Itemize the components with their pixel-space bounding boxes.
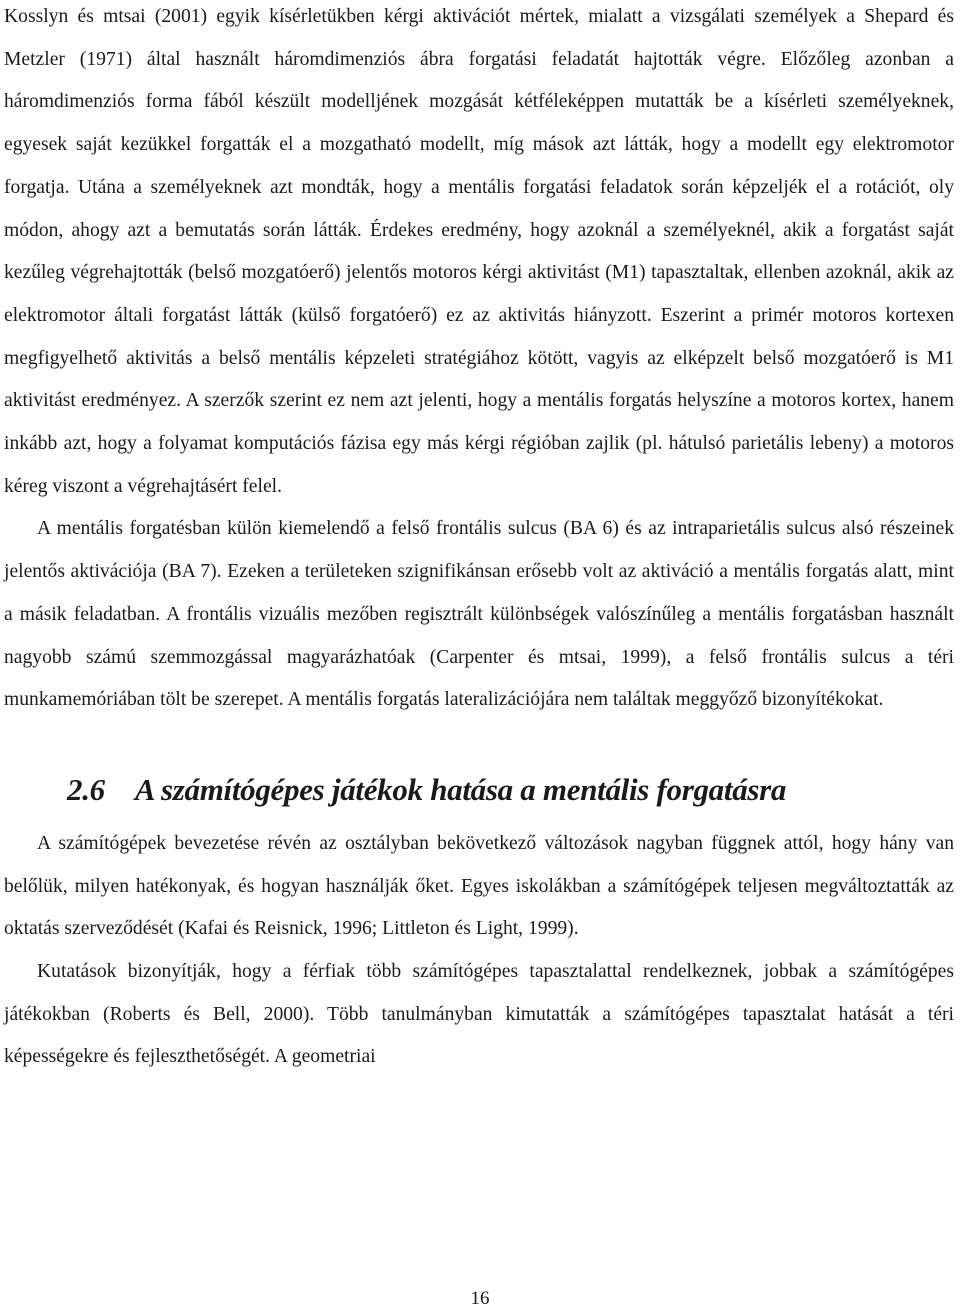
page-number: 16 [470, 1288, 490, 1309]
section-title: A számítógépes játékok hatása a mentális forgatásra [134, 771, 787, 807]
section-heading [4, 765, 954, 815]
paragraph-mental-rotation-areas: A mentális forgatésban külön kiemelendő a felső frontális sulcus (BA 6) és az intraparietális sulcus alsó részeinek jelentős aktivációja (BA 7). Ezeken a területeken szignifikánsan erősebb volt az aktiváció a mentális forgatás alatt, mint a másik feladatban. A frontális vizuális mezőben regisztrált különbségek valószínűleg a mentális forgatásban használt nagyobb számú szemmozgással magyarázhatóak (Carpenter és mtsai, 1999), a felső frontális sulcus a téri munkamemóriában tölt be szerepet. A mentális forgatás lateralizációjára nem találtak meggyőző bizonyítékokat. [4, 518, 954, 711]
paragraph-kosslyn-study: Kosslyn és mtsai (2001) egyik kísérletükben kérgi aktivációt mértek, mialatt a vizsgálati személyek a Shepard és Metzler (1971) által használt háromdimenziós ábra forgatási feladatát hajtották végre. Előzőleg azonban a háromdimenziós forma fából készült modelljének mozgását kétféleképpen mutatták be a kísérleti személyeknek, egyesek saját kezükkel forgatták el a mozgatható modellt, míg mások azt látták, hogy a modellt egy elektromotor forgatja. Utána a személyeknek azt mondták, hogy a mentális forgatási feladatok során képzeljék el a rotációt, oly módon, ahogy azt a bemutatás során látták. Érdekes eredmény, hogy azoknál a személyeknél, akik a forgatást saját kezűleg végrehajtották (belső mozgatóerő) jelentős motoros kérgi aktivitást (M1) tapasztaltak, ellenben azoknál, akik az elektromotor általi forgatást látták (külső forgatóerő) ez az aktivitás hiányzott. Eszerint a primér motoros kortexen megfigyelhető aktivitás a belső mentális képzeleti stratégiához kötött, vagyis az elképzelt belső mozgatóerő is M1 aktivitást eredményez. A szerzők szerint ez nem azt jelenti, hogy a mentális forgatás helyszíne a motoros kortex, hanem inkább azt, hogy a folyamat komputációs fázisa egy más kérgi régióban zajlik (pl. hátulsó parietális lebeny) a motoros kéreg viszont a végrehajtásért felel. [4, 6, 954, 497]
section-number: 2.6 [67, 771, 105, 807]
paragraph-gender-experience: Kutatások bizonyítják, hogy a férfiak több számítógépes tapasztalattal rendelkeznek, jobbak a számítógépes játékokban (Roberts és Bell, 2000). Több tanulmányban kimutatták a számítógépes tapasztalat hatását a téri képességekre és fejleszthetőségét. A geometriai [4, 961, 954, 1068]
paragraph-computers-classroom: A számítógépek bevezetése révén az osztályban bekövetkező változások nagyban függnek attól, hogy hány van belőlük, milyen hatékonyak, és hogyan használják őket. Egyes iskolákban a számítógépek teljesen megváltoztatták az oktatás szerveződését (Kafai és Reisnick, 1996; Littleton és Light, 1999). [4, 832, 954, 940]
